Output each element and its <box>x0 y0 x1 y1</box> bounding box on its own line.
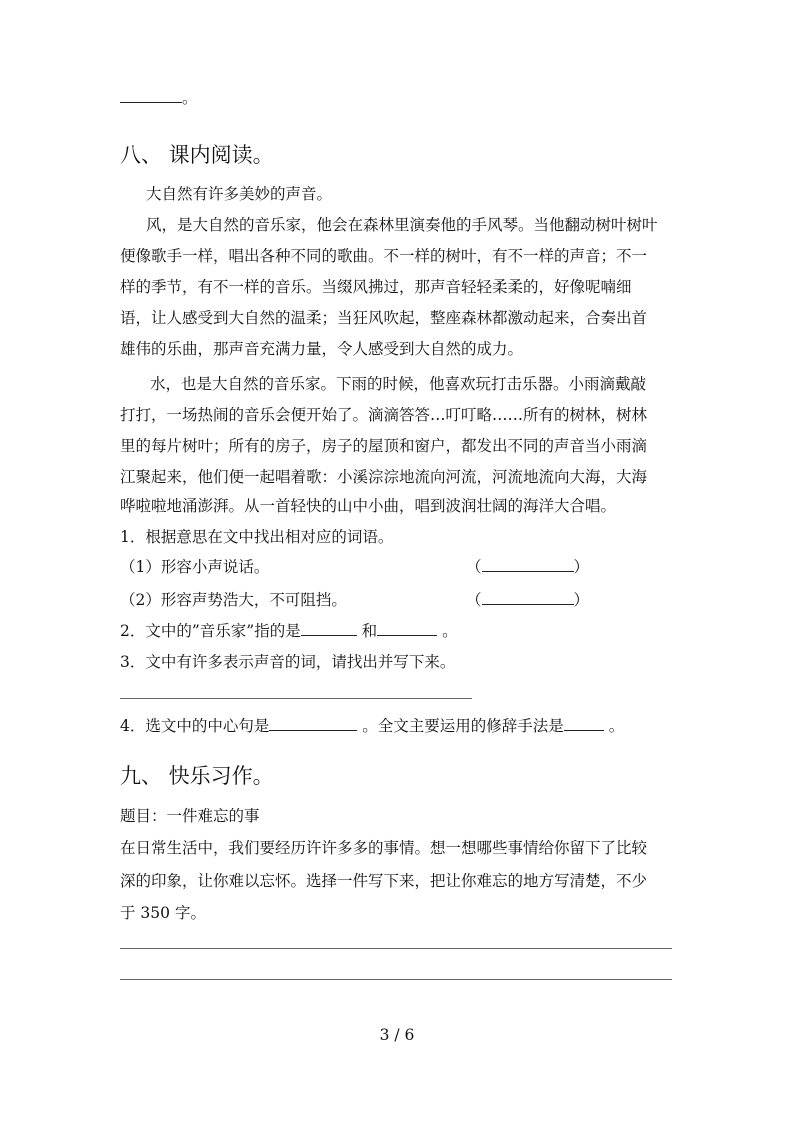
question-1: 1．根据意思在文中找出相对应的词语。 <box>120 528 394 546</box>
question-1-2: （2）形容声势浩大，不可阻挡。 <box>120 591 347 609</box>
passage-line: 江聚起来，他们便一起唱着歌：小溪淙淙地流向河流，河流地流向大海，大海 <box>120 468 648 486</box>
page-number: 3 / 6 <box>379 1026 415 1044</box>
answer-blank[interactable] <box>482 557 574 572</box>
question-1-1: （1）形容小声说话。 <box>120 558 270 576</box>
answer-blank[interactable] <box>564 716 604 731</box>
answer-blank[interactable] <box>301 621 357 636</box>
answer-paren-1: （ ） <box>466 558 590 576</box>
question-4: 4．选文中的中心句是 。全文主要运用的修辞手法是 。 <box>120 717 625 735</box>
passage-line: 雄伟的乐曲，那声音充满力量，令人感受到大自然的成力。 <box>120 340 524 358</box>
passage-line: 打打，一场热闹的音乐会便开始了。滴滴答答…叮叮略……所有的树林，树林 <box>120 406 648 424</box>
answer-blank[interactable] <box>377 621 437 636</box>
answer-blank[interactable] <box>482 590 574 605</box>
prev-answer-line: 。 <box>120 88 198 108</box>
essay-prompt-line: 深的印象，让你难以忘怀。选择一件写下来，把让你难忘的地方写清楚，不少 <box>120 872 648 890</box>
question-3: 3．文中有许多表示声音的词，请找出并写下来。 <box>120 653 456 671</box>
passage-line: 风，是大自然的音乐家，他会在森林里演奏他的手风琴。当他翻动树叶树叶 <box>146 216 658 234</box>
essay-prompt-line: 在日常生活中，我们要经历许许多多的事情。想一想哪些事情给你留下了比较 <box>120 839 648 857</box>
answer-line[interactable] <box>120 698 472 699</box>
essay-prompt-line: 于 350 字。 <box>120 904 206 922</box>
writing-line[interactable] <box>120 979 672 980</box>
passage-line: 哗啦啦地涌澎湃。从一首轻快的山中小曲，唱到波润壮阔的海洋大合唱。 <box>120 497 617 515</box>
passage-line: 便像歌手一样，唱出各种不同的歌曲。不一样的树叶，有不一样的声音；不一 <box>120 247 648 265</box>
answer-paren-2: （ ） <box>466 591 590 609</box>
passage-line: 语，让人感受到大自然的温柔；当狂风吹起，整座森林都激动起来，合奏出首 <box>120 309 648 327</box>
answer-blank[interactable] <box>120 88 182 103</box>
passage-line: 水，也是大自然的音乐家。下雨的时候，他喜欢玩打击乐器。小雨滴戴敲 <box>150 375 647 393</box>
passage-line: 样的季节，有不一样的音乐。当缀风拂过，那声音轻轻柔柔的，好像呢喃细 <box>120 278 632 296</box>
section-9-title: 九、 快乐习作。 <box>120 764 274 788</box>
question-2: 2．文中的”音乐家”指的是 和 。 <box>120 622 458 640</box>
passage-line: 里的每片树叶；所有的房子，房子的屋顶和窗户，都发出不同的声音当小雨滴 <box>120 437 648 455</box>
section-8-title: 八、 课内阅读。 <box>120 143 274 167</box>
answer-blank[interactable] <box>269 716 357 731</box>
writing-line[interactable] <box>120 948 672 949</box>
essay-topic: 题目：一件难忘的事 <box>120 807 260 825</box>
passage-line: 大自然有许多美妙的声音。 <box>146 185 333 203</box>
